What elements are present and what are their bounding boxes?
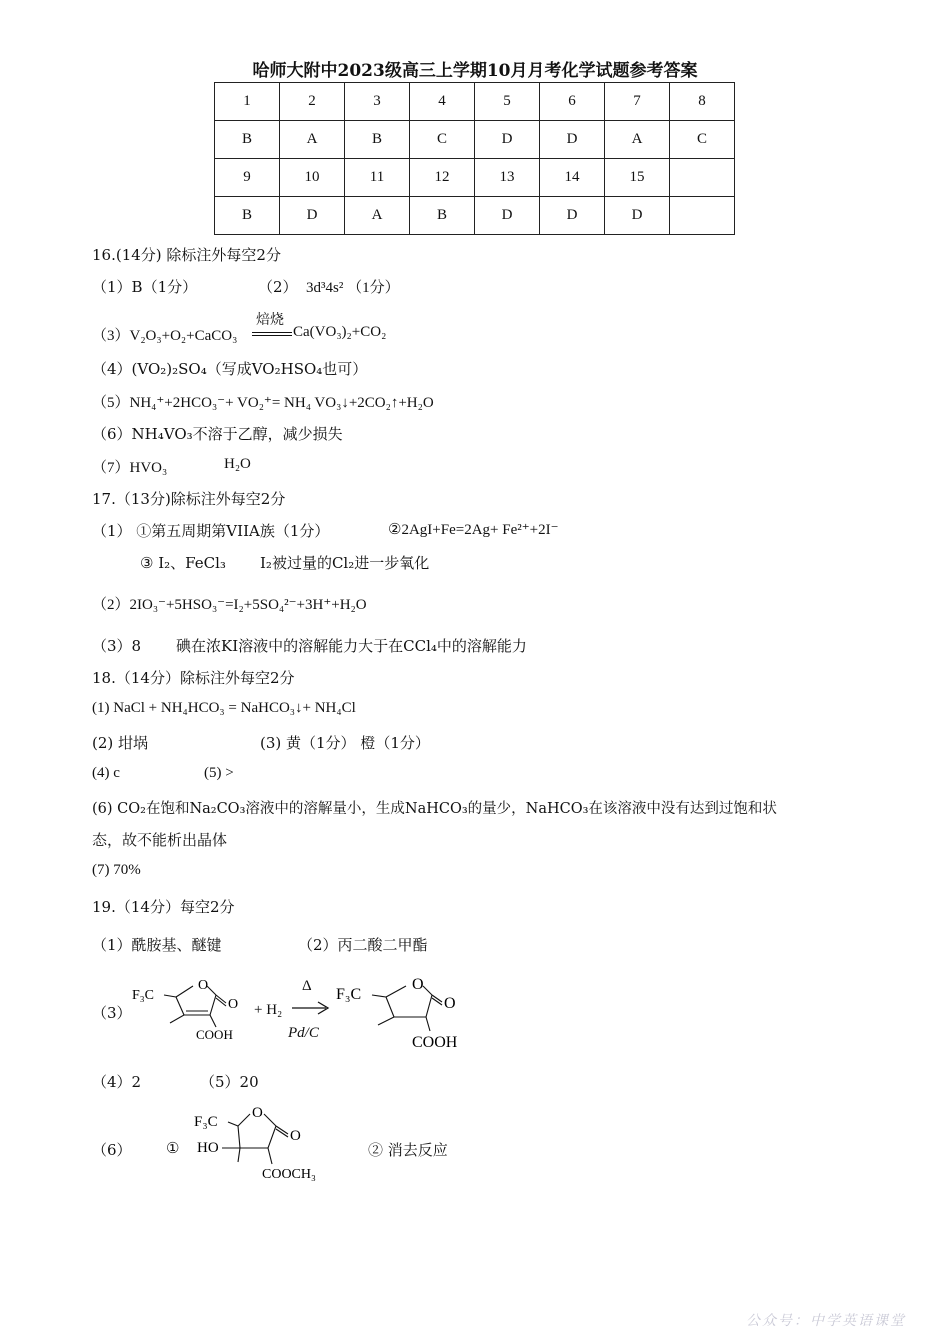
answer-cell: C <box>410 121 475 159</box>
q17-answer-3b: 碘在浓KI溶液中的溶解能力大于在CCl₄中的溶解能力 <box>176 637 527 655</box>
answer6-ring-o-label: O <box>252 1105 263 1121</box>
reactant-ring-o-label: O <box>198 978 209 993</box>
q19-answer-1: （1）酰胺基、醚键 <box>92 936 222 954</box>
q18-answer-1: (1) NaCl + NH₄HCO₃ = NaHCO₃↓+ NH₄Cl <box>92 700 356 716</box>
watermark: 公众号：中学英语课堂 <box>746 1313 906 1329</box>
question-number-cell: 15 <box>605 159 670 197</box>
answer-cell: D <box>540 197 605 235</box>
q16-answer-1: （1）B（1分） <box>92 278 198 296</box>
q16-answer-3-left: （3）V₂O₃+O₂+CaCO₃ <box>92 328 238 344</box>
question-number-cell: 14 <box>540 159 605 197</box>
q17-answer-1b: ②2AgI+Fe=2Ag+ Fe²⁺+2I⁻ <box>388 522 559 538</box>
equals-line-bottom <box>252 335 292 336</box>
question-number-cell: 6 <box>540 83 605 121</box>
answer-table-row <box>215 197 735 235</box>
q16-answer-2-label: （2） <box>258 278 298 296</box>
question-number-cell: 5 <box>475 83 540 121</box>
q17-answer-1d: I₂被过量的Cl₂进一步氧化 <box>260 554 430 572</box>
q19-answer-5: （5）20 <box>200 1073 259 1091</box>
q18-answer-5: (5) > <box>204 765 234 781</box>
question-number-cell: 9 <box>215 159 280 197</box>
q16-answer-5: （5）NH₄⁺+2HCO₃⁻+ VO₂⁺= NH₄ VO₃↓+2CO₂↑+H₂O <box>92 395 434 411</box>
question-number-cell: 8 <box>670 83 735 121</box>
q16-answer-2: 3d³4s² （1分） <box>306 280 400 296</box>
reaction-arrow <box>290 1000 332 1016</box>
q19-answer-3-plus-h2: + H₂ <box>254 1002 283 1018</box>
answer-cell: D <box>475 121 540 159</box>
answer-cell: C <box>670 121 735 159</box>
q19-answer-6-label: （6） <box>92 1141 132 1159</box>
answer6-ho-label: HO <box>197 1140 219 1156</box>
answer-table-row <box>215 159 735 197</box>
q16-answer-7b: H₂O <box>224 456 251 472</box>
answer-cell: D <box>280 197 345 235</box>
answer6-cooch3-label: COOCH₃ <box>262 1167 316 1182</box>
q17-answer-1a: （1） ①第五周期第VIIA族（1分） <box>92 522 330 540</box>
reactant-cf3-label: F₃C <box>132 988 155 1003</box>
question-number-cell: 2 <box>280 83 345 121</box>
q19-answer-3-label: （3） <box>92 1004 132 1022</box>
answer6-molecule <box>192 1102 340 1190</box>
reactant-cooh-label: COOH <box>196 1027 233 1042</box>
condition-heat-label: Δ <box>302 978 312 994</box>
q16-answer-3-right: Ca(VO₃)₂+CO₂ <box>293 324 387 340</box>
answer6-cf3-label: F₃C <box>194 1114 218 1130</box>
answer-cell: A <box>280 121 345 159</box>
answer-cell: A <box>605 121 670 159</box>
q19-answer-6-circle-1: ① <box>166 1139 180 1157</box>
q18-answer-6-line1: (6) CO₂在饱和Na₂CO₃溶液中的溶解量小，生成NaHCO₃的量少，NaHCO₃在该溶液中没有达到过饱和状 <box>92 801 777 817</box>
answer-cell: D <box>475 197 540 235</box>
product-molecule <box>332 975 477 1055</box>
page-title: 哈师大附中2023级高三上学期10月月考化学试题参考答案 <box>252 61 698 81</box>
q18-answer-2: (2) 坩埚 <box>92 734 149 752</box>
question-number-cell: 11 <box>345 159 410 197</box>
product-cooh-label: COOH <box>412 1034 458 1051</box>
answer-cell: B <box>215 121 280 159</box>
answer-cell: B <box>215 197 280 235</box>
answer-table <box>214 82 735 235</box>
condition-catalyst-label: Pd/C <box>288 1025 319 1041</box>
q19-answer-4: （4）2 <box>92 1073 142 1091</box>
question-number-cell: 4 <box>410 83 475 121</box>
answer6-carbonyl-o-label: O <box>290 1128 301 1144</box>
q16-answer-3-condition: 焙烧 <box>256 312 284 328</box>
q16-answer-6: （6）NH₄VO₃不溶于乙醇，减少损失 <box>92 425 343 443</box>
q16-answer-4: （4）(VO₂)₂SO₄（写成VO₂HSO₄也可） <box>92 360 368 378</box>
q17-answer-2: （2）2IO₃⁻+5HSO₃⁻=I₂+5SO₄²⁻+3H⁺+H₂O <box>92 597 367 613</box>
question-number-cell: 1 <box>215 83 280 121</box>
reactant-molecule <box>128 975 253 1050</box>
answer-cell: D <box>605 197 670 235</box>
q19-header: 19.（14分）每空2分 <box>92 898 235 916</box>
answer-cell: A <box>345 197 410 235</box>
answer-cell <box>670 197 735 235</box>
product-ring-o-label: O <box>412 976 424 993</box>
q17-header: 17.（13分)除标注外每空2分 <box>92 490 286 508</box>
question-number-cell: 12 <box>410 159 475 197</box>
product-carbonyl-o-label: O <box>444 995 456 1012</box>
q18-answer-6-line2: 态，故不能析出晶体 <box>92 831 228 849</box>
reactant-carbonyl-o-label: O <box>228 997 239 1012</box>
q18-answer-4: (4) c <box>92 765 120 781</box>
q19-answer-6-circle-2: ② 消去反应 <box>368 1141 448 1159</box>
q18-header: 18.（14分）除标注外每空2分 <box>92 669 295 687</box>
q18-answer-3: (3) 黄（1分） 橙（1分） <box>260 734 430 752</box>
question-number-cell: 7 <box>605 83 670 121</box>
q17-answer-3a: （3）8 <box>92 637 142 655</box>
q18-answer-7: (7) 70% <box>92 862 141 878</box>
product-cf3-label: F₃C <box>336 986 362 1003</box>
question-number-cell: 13 <box>475 159 540 197</box>
answer-table-row <box>215 121 735 159</box>
q19-answer-2: （2）丙二酸二甲酯 <box>298 936 428 954</box>
question-number-cell: 10 <box>280 159 345 197</box>
question-number-cell <box>670 159 735 197</box>
q16-header: 16.(14分) 除标注外每空2分 <box>92 246 281 264</box>
answer-cell: B <box>345 121 410 159</box>
q16-answer-7a: （7）HVO₃ <box>92 460 168 476</box>
answer-cell: B <box>410 197 475 235</box>
answer-cell: D <box>540 121 605 159</box>
q17-answer-1c: ③ I₂、FeCl₃ <box>140 554 226 572</box>
answer-table-row <box>215 83 735 121</box>
equals-line-top <box>252 332 292 333</box>
question-number-cell: 3 <box>345 83 410 121</box>
